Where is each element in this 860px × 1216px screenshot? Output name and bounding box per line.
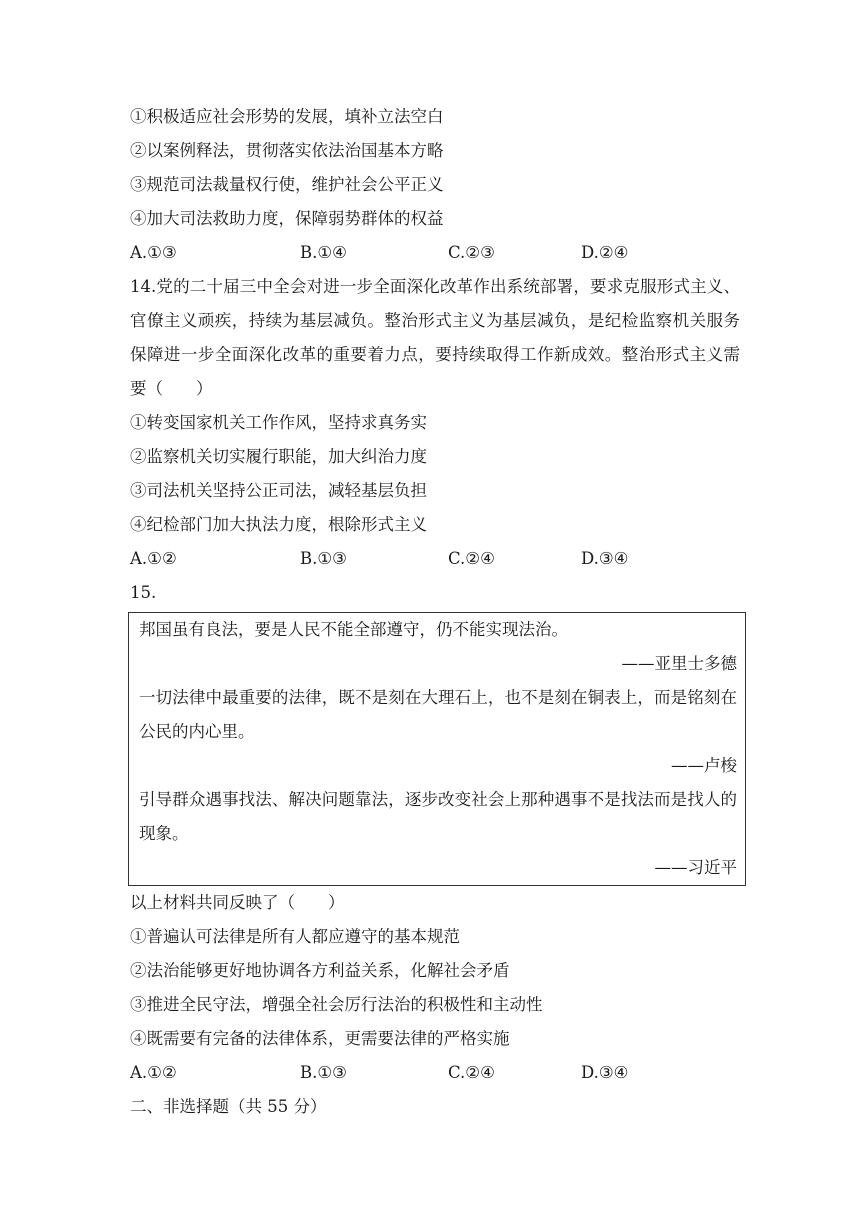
q15-item-4: ④既需要有完备的法律体系，更需要法律的严格实施 — [130, 1029, 510, 1048]
q15-item-1: ①普遍认可法律是所有人都应遵守的基本规范 — [130, 927, 460, 946]
quote-2-author: ——卢梭 — [671, 756, 737, 775]
quote-2-text: 一切法律中最重要的法律，既不是刻在大理石上，也不是刻在铜表上，而是铭刻在公民的内心里。 — [139, 688, 737, 741]
q15-item-3: ③推进全民守法，增强全社会厉行法治的积极性和主动性 — [130, 995, 543, 1014]
q15-option-b: B.①③ — [300, 1063, 347, 1082]
quote-3-author: ——习近平 — [654, 858, 737, 877]
q15-stem: 以上材料共同反映了（ ） — [130, 893, 345, 912]
q15-option-a: A.①② — [130, 1063, 177, 1082]
q14-option-b: B.①③ — [300, 549, 347, 568]
question-13-continued — [130, 100, 740, 270]
q13-option-a: A.①③ — [130, 243, 177, 262]
q13-item-1: ①积极适应社会形势的发展，填补立法空白 — [130, 107, 444, 126]
q14-item-2: ②监察机关切实履行职能，加大纠治力度 — [130, 447, 427, 466]
q13-item-2: ②以案例释法，贯彻落实依法治国基本方略 — [130, 141, 444, 160]
quote-1-author: ——亚里士多德 — [621, 654, 737, 673]
q14-options — [130, 542, 740, 576]
q14-option-d: D.③④ — [581, 549, 629, 568]
q13-option-d: D.②④ — [581, 243, 629, 262]
q13-item-3: ③规范司法裁量权行使，维护社会公平正义 — [130, 175, 444, 194]
q13-item-4: ④加大司法救助力度，保障弱势群体的权益 — [130, 209, 444, 228]
q15-option-d: D.③④ — [581, 1063, 629, 1082]
q15-number: 15. — [130, 583, 157, 602]
q15-option-c: C.②④ — [448, 1063, 495, 1082]
q14-stem: 14.党的二十届三中全会对进一步全面深化改革作出系统部署，要求克服形式主义、官僚主义顽疾，持续为基层减负。整治形式主义为基层减负，是纪检监察机关服务保障进一步全面深化改革的重要着力点，要持续取得工作新成效。整治形式主义需要（ ） — [130, 277, 740, 398]
q14-item-3: ③司法机关坚持公正司法，减轻基层负担 — [130, 481, 427, 500]
question-14 — [130, 270, 740, 576]
section-2-heading: 二、非选择题（共 55 分） — [130, 1097, 327, 1116]
q14-item-1: ①转变国家机关工作作风，坚持求真务实 — [130, 413, 427, 432]
q14-option-a: A.①② — [130, 549, 177, 568]
quote-3-text: 引导群众遇事找法、解决问题靠法，逐步改变社会上那种遇事不是找法而是找人的现象。 — [139, 790, 737, 843]
q14-item-4: ④纪检部门加大执法力度，根除形式主义 — [130, 515, 427, 534]
q15-quote-box — [128, 612, 746, 886]
q13-option-b: B.①④ — [300, 243, 347, 262]
exam-page — [130, 100, 740, 1124]
q15-options — [130, 1056, 740, 1090]
quote-1-text: 邦国虽有良法，要是人民不能全部遵守，仍不能实现法治。 — [139, 620, 568, 639]
q14-option-c: C.②④ — [448, 549, 495, 568]
question-15 — [130, 576, 740, 1090]
q13-options — [130, 236, 740, 270]
q13-option-c: C.②③ — [448, 243, 495, 262]
q15-item-2: ②法治能够更好地协调各方利益关系，化解社会矛盾 — [130, 961, 510, 980]
